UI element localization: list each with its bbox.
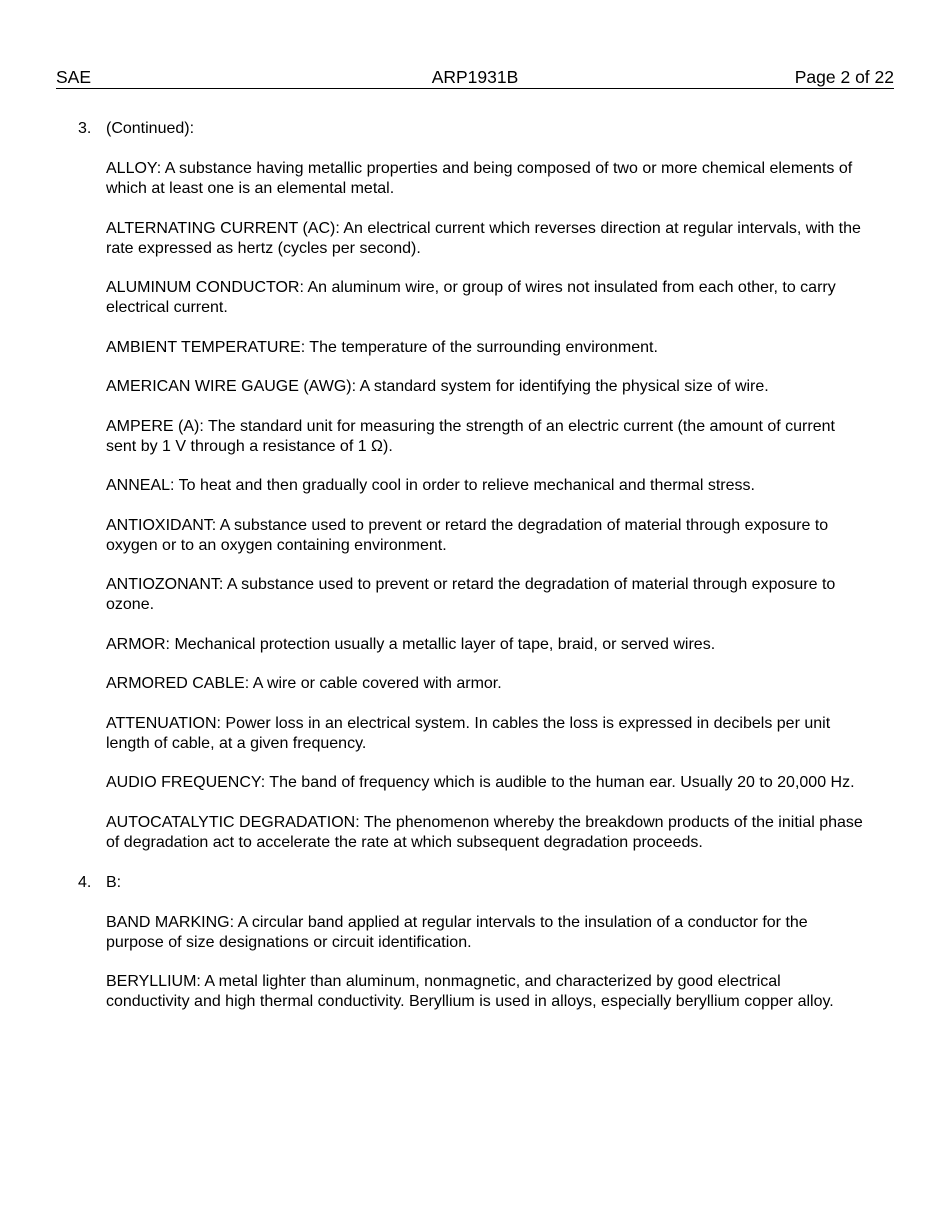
definition-audio-frequency: AUDIO FREQUENCY: The band of frequency which is audible to the human ear. Usually 20 to 20,000 Hz. [106, 774, 855, 791]
definition-antiozonant: ANTIOZONANT: A substance used to prevent or retard the degradation of material through exposure to ozone. [106, 576, 836, 613]
definition-antioxidant: ANTIOXIDANT: A substance used to prevent or retard the degradation of material through exposure to oxygen or to an oxygen containing environment. [106, 516, 829, 554]
document-body [0, 119, 950, 1032]
header-organization: SAE [56, 67, 92, 87]
section-heading: (Continued): [106, 120, 195, 137]
definition-aluminum-conductor: ALUMINUM CONDUCTOR: An aluminum wire, or group of wires not insulated from each other, to carry electrical current. [106, 279, 836, 316]
section-4 [78, 873, 866, 1013]
definition-ampere: AMPERE (A): The standard unit for measuring the strength of an electric current (the amount of current sent by 1 V through a resistance of 1 Ω). [106, 417, 835, 455]
header-document-number: ARP1931B [431, 67, 519, 87]
definition-anneal: ANNEAL: To heat and then gradually cool in order to relieve mechanical and thermal stress. [106, 477, 755, 494]
header-page-number: Page 2 of 22 [794, 67, 894, 87]
section-number: 3. [78, 120, 92, 137]
definition-band-marking: BAND MARKING: A circular band applied at regular intervals to the insulation of a conductor for the purpose of size designations or circuit identification. [106, 913, 808, 951]
section-number: 4. [78, 873, 92, 891]
definition-american-wire-gauge: AMERICAN WIRE GAUGE (AWG): A standard system for identifying the physical size of wire. [106, 378, 769, 395]
definition-alternating-current: ALTERNATING CURRENT (AC): An electrical current which reverses direction at regular intervals, with the rate expressed as hertz (cycles per second). [106, 219, 861, 257]
definition-ambient-temperature: AMBIENT TEMPERATURE: The temperature of the surrounding environment. [106, 338, 658, 356]
definition-attenuation: ATTENUATION: Power loss in an electrical system. In cables the loss is expressed in decibels per unit length of cable, at a given frequency. [106, 714, 831, 752]
definition-alloy: ALLOY: A substance having metallic properties and being composed of two or more chemical elements of which at least one is an elemental metal. [106, 160, 853, 197]
section-3 [78, 119, 866, 853]
definition-armored-cable: ARMORED CABLE: A wire or cable covered with armor. [106, 675, 502, 692]
page-header [56, 66, 894, 89]
definition-autocatalytic-degradation: AUTOCATALYTIC DEGRADATION: The phenomenon whereby the breakdown products of the initial phase of degradation act to accelerate the rate at which subsequent degradation proceeds. [106, 813, 863, 851]
section-heading: B: [106, 873, 122, 891]
definition-beryllium: BERYLLIUM: A metal lighter than aluminum, nonmagnetic, and characterized by good electrical conductivity and high thermal conductivity. Beryllium is used in alloys, especially beryllium copper alloy. [106, 973, 834, 1010]
definition-armor: ARMOR: Mechanical protection usually a metallic layer of tape, braid, or served wires. [106, 635, 716, 653]
